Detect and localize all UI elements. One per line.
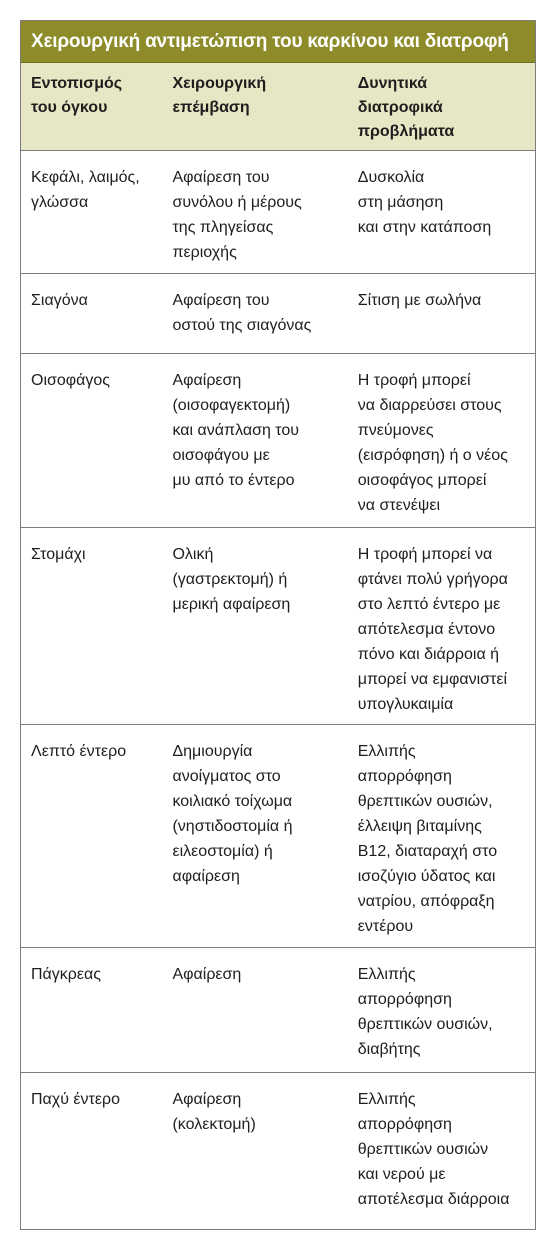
cell-nutrition-problems: Ελλιπής απορρόφηση θρεπτικών ουσιών και νερού με αποτέλεσμα διάρροια [357, 1091, 510, 1208]
cell-tumor-site: Στομάχι [31, 546, 86, 563]
header-surgery: Χειρουργική επέμβαση [172, 75, 267, 116]
cell-tumor-site: Κεφάλι, λαιμός, γλώσσα [31, 169, 140, 211]
cell-tumor-site: Οισοφάγος [31, 372, 111, 389]
table-row [21, 151, 535, 274]
cell-tumor-site: Σιαγόνα [31, 292, 88, 309]
cell-nutrition-problems: Η τροφή μπορεί να φτάνει πολύ γρήγορα στο λεπτό έντερο με απότελεσμα έντονο πόνο και διάρροια ή μπορεί να εμφανιστεί υπογλυκαιμία [357, 546, 508, 713]
cell-tumor-site: Πάγκρεας [31, 966, 101, 983]
table-title: Χειρουργική αντιμετώπιση του καρκίνου και διατροφή [31, 30, 509, 52]
table-row [21, 528, 535, 725]
surgery-nutrition-table [20, 20, 536, 1230]
cell-nutrition-problems: Δυσκολία στη μάσηση και στην κατάποση [357, 169, 492, 236]
cell-surgery: Αφαίρεση [172, 966, 242, 983]
header-nutrition-problems: Δυνητικά διατροφικά προβλήματα [357, 75, 455, 140]
table-row [21, 1073, 535, 1229]
table-row [21, 948, 535, 1073]
cell-nutrition-problems: Ελλιπής απορρόφηση θρεπτικών ουσιών, έλλειψη βιταμίνης Β12, διαταραχή στο ισοζύγιο ύδατος και νατρίου, απόφραξη εντέρου [357, 743, 498, 935]
table-row [21, 725, 535, 948]
cell-surgery: Δημιουργία ανοίγματος στο κοιλιακό τοίχωμα (νηστιδοστομία ή ειλεοστομία) ή αφαίρεση [172, 743, 293, 885]
table-row [21, 354, 535, 528]
cell-surgery: Αφαίρεση (οισοφαγεκτομή) και ανάπλαση του οισοφάγου με μυ από το έντερο [172, 372, 300, 489]
cell-surgery: Αφαίρεση (κολεκτομή) [172, 1091, 256, 1133]
cell-tumor-site: Παχύ έντερο [31, 1091, 120, 1108]
cell-nutrition-problems: Ελλιπής απορρόφηση θρεπτικών ουσιών, διαβήτης [357, 966, 493, 1058]
table-title-bar [21, 21, 535, 63]
cell-surgery: Αφαίρεση του οστού της σιαγόνας [172, 292, 312, 334]
cell-nutrition-problems: Η τροφή μπορεί να διαρρεύσει στους πνεύμονες (εισρόφηση) ή ο νέος οισοφάγος μπορεί να στενέψει [357, 372, 508, 514]
cell-tumor-site: Λεπτό έντερο [31, 743, 127, 760]
cell-surgery: Αφαίρεση του συνόλου ή μέρους της πληγείσας περιοχής [172, 169, 302, 261]
header-tumor-site: Εντοπισμός του όγκου [31, 75, 123, 116]
cell-surgery: Ολική (γαστρεκτομή) ή μερική αφαίρεση [172, 546, 291, 613]
table-row [21, 274, 535, 354]
table-header-row [21, 63, 535, 151]
cell-nutrition-problems: Σίτιση με σωλήνα [357, 292, 482, 309]
